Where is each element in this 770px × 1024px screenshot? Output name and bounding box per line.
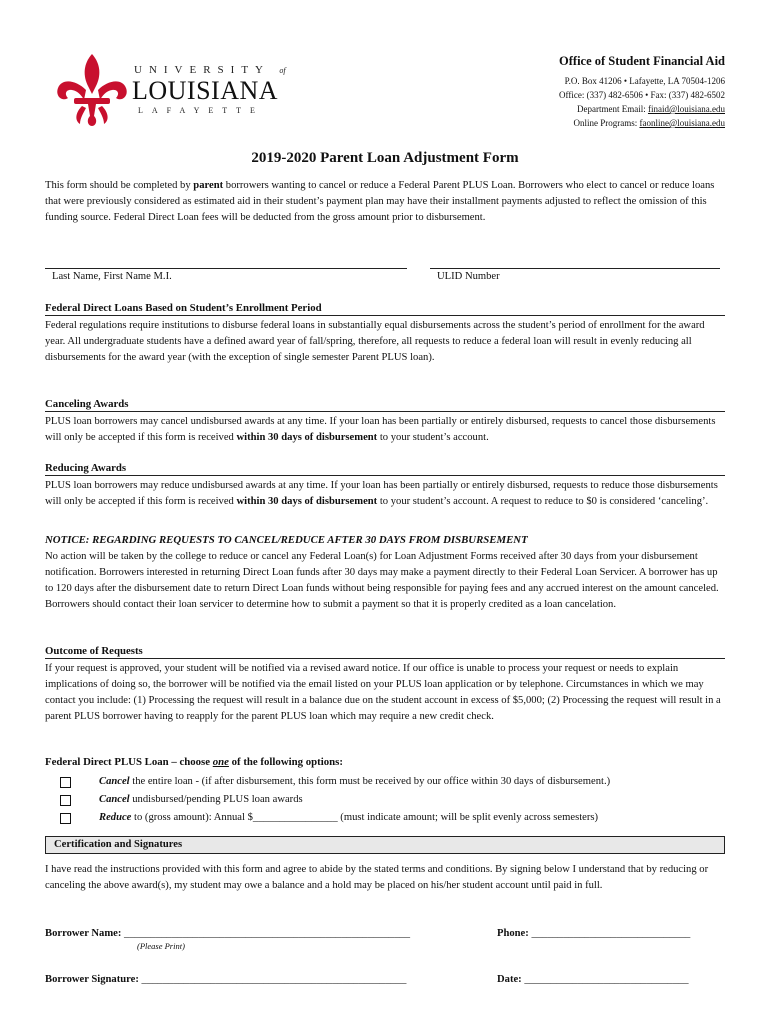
email-label: Department Email: [576, 104, 646, 114]
outcome-text: If your request is approved, your student will be notified via a revised award notice. If our office is unable to process your request or needs to explain implications of doing so, the borrower will be notified via the email listed on your PLUS loan application or by telephone. Circumstances in which we may contact you include: (1) Processing the request will result in a balance due on the student account in excess of $5,000; (2) Processing the request will result in a parent PLUS borrower having to reapply for the parent PLUS loan which may require a new credit check. [45, 663, 721, 722]
checkbox-cancel-undisbursed[interactable] [60, 795, 71, 806]
plus-heading: Federal Direct PLUS Loan – choose one of the following options: [45, 756, 343, 768]
reducing-heading: Reducing Awards [45, 462, 725, 476]
office-email-row [559, 102, 725, 116]
phone-field[interactable]: Phone: ______________________________ [497, 928, 691, 939]
option-reduce[interactable]: Reduce to (gross amount): Annual $________________ (must indicate amount; will be split evenly across semesters) [60, 809, 610, 827]
notice-text: No action will be taken by the college to reduce or cancel any Federal Loan(s) for Loan Adjustment Forms received after 30 days from your disbursement notification. Borrowers interested in returning Direct Loan funds after 30 days may make a payment directly to their Federal Loan Servicer. A borrower has up to 120 days after the disbursement date to return Direct Loan funds without being responsible for paying fees and any accrued interest on the amount canceled. Borrowers should contact their loan servicer to determine how to submit a payment so that it is properly credited as a loan cancelation. [45, 551, 719, 610]
option-cancel-entire[interactable]: Cancel the entire loan - (if after disbursement, this form must be received by our office within 30 days of disbursement.) [60, 773, 610, 791]
logo-louisiana: LOUISIANA [132, 76, 279, 105]
email-link[interactable]: finaid@louisiana.edu [647, 104, 725, 114]
reducing-text: PLUS loan borrowers may reduce undisbursed awards at any time. If your loan has been partially or entirely disbursed, requests to reduce those disbursements will only be accepted if this form is received within 30 days of disbursement to your student’s account. A request to reduce to $0 is considered ‘canceling’. [45, 480, 718, 507]
university-logo [52, 50, 292, 130]
enrollment-heading: Federal Direct Loans Based on Student’s Enrollment Period [45, 302, 725, 316]
date-field[interactable]: Date: _______________________________ [497, 974, 689, 985]
office-address: P.O. Box 41206 • Lafayette, LA 70504-1206 [564, 76, 725, 86]
borrower-name-field[interactable]: Borrower Name: ______________________________________________________ [45, 928, 411, 939]
form-title: 2019-2020 Parent Loan Adjustment Form [251, 150, 519, 166]
certification-heading: Certification and Signatures [54, 839, 183, 850]
fleur-de-lis-icon [52, 50, 132, 130]
option-cancel-undisbursed[interactable]: Cancel undisbursed/pending PLUS loan awards [60, 791, 610, 809]
certification-bar [45, 836, 725, 854]
ulid-line[interactable] [430, 268, 720, 270]
office-contact-block [559, 54, 725, 130]
please-print-note: (Please Print) [137, 941, 185, 951]
checkbox-cancel-entire[interactable] [60, 777, 71, 788]
name-label: Last Name, First Name M.I. [52, 271, 172, 282]
ulid-label: ULID Number [437, 271, 500, 282]
logo-university: UNIVERSITY of [134, 64, 286, 76]
plus-options [60, 773, 610, 827]
intro-paragraph: This form should be completed by parent borrowers wanting to cancel or reduce a Federal Parent PLUS Loan. Borrowers who elect to cancel or reduce loans that were previously considered as estimated aid in their student’s payment plan may have their installment payments adjusted to reflect the omission of this funding source. Federal Direct Loan fees will be deducted from the gross amount prior to disbursement. [45, 180, 715, 223]
online-link[interactable]: faonline@louisiana.edu [639, 118, 725, 128]
certification-text: I have read the instructions provided with this form and agree to abide by the stated terms and conditions. By signing below I understand that by reducing or canceling the above award(s), my student may owe a balance and a hold may be placed on his/her student account until paid in full. [45, 864, 709, 891]
office-online-row [559, 116, 725, 130]
logo-lafayette: LAFAYETTE [138, 106, 264, 115]
office-phones: Office: (337) 482-6506 • Fax: (337) 482-6502 [559, 90, 725, 100]
name-line[interactable] [45, 268, 407, 270]
canceling-heading: Canceling Awards [45, 398, 725, 412]
canceling-text: PLUS loan borrowers may cancel undisbursed awards at any time. If your loan has been partially or entirely disbursed, requests to cancel those disbursements will only be accepted if this form is received within 30 days of disbursement to your student’s account. [45, 416, 716, 443]
office-title: Office of Student Financial Aid [559, 54, 725, 68]
enrollment-text: Federal regulations require institutions to disburse federal loans in substantially equal disbursements across the student’s period of enrollment for the award year. All undergraduate students have a defined award year of fall/spring, therefore, all requests to reduce a federal loan will result in evenly reducing all disbursements for the award year (with the exception of single semester Parent PLUS loan). [45, 320, 705, 363]
outcome-heading: Outcome of Requests [45, 645, 725, 659]
notice-heading: NOTICE: REGARDING REQUESTS TO CANCEL/REDUCE AFTER 30 DAYS FROM DISBURSEMENT [45, 534, 528, 546]
borrower-signature-field[interactable]: Borrower Signature: __________________________________________________ [45, 974, 407, 985]
online-label: Online Programs: [573, 118, 638, 128]
checkbox-reduce[interactable] [60, 813, 71, 824]
